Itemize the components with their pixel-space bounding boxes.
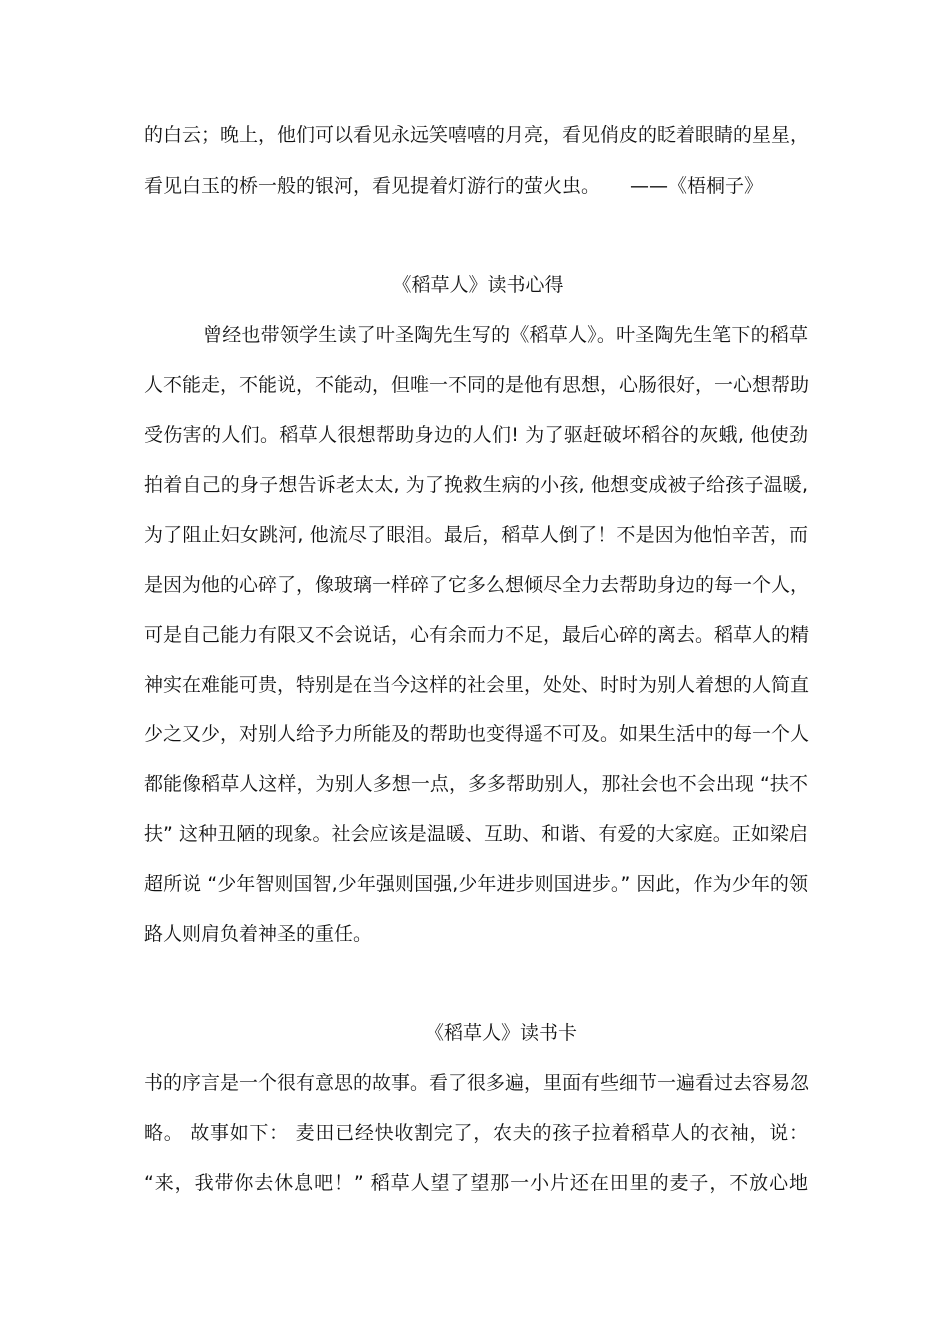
section-2-line: 书的序言是一个很有意思的故事。看了很多遍，里面有些细节一遍看过去容易忽 — [144, 1072, 810, 1094]
section-1-line: 扶” 这种丑陋的现象。社会应该是温暖、互助、和谐、有爱的大家庭。正如梁启 — [144, 823, 808, 845]
section-2-title: 《稻草人》读书卡 — [424, 1022, 577, 1044]
section-1-line: 受伤害的人们。稻草人很想帮助身边的人们! 为了驱赶破坏稻谷的灰蛾, 他使劲 — [144, 424, 808, 446]
section-1-line: 是因为他的心碎了，像玻璃一样碎了它多么想倾尽全力去帮助身边的每一个人， — [144, 574, 810, 596]
section-1-line: 可是自己能力有限又不会说话，心有余而力不足，最后心碎的离去。稻草人的精 — [144, 624, 810, 646]
intro-line-2-text: 看见白玉的桥一般的银河，看见提着灯游行的萤火虫。 — [144, 175, 601, 197]
section-1-line: 拍着自己的身子想告诉老太太, 为了挽救生病的小孩, 他想变成被子给孩子温暖, — [144, 474, 808, 496]
section-1-line: 路人则肩负着神圣的重任。 — [144, 923, 373, 945]
section-1-line: 少之又少，对别人给予力所能及的帮助也变得遥不可及。如果生活中的每一个人 — [144, 723, 810, 745]
intro-line-2 — [144, 173, 808, 199]
section-1-line: 都能像稻草人这样，为别人多想一点，多多帮助别人，那社会也不会出现 “扶不 — [144, 773, 808, 795]
section-2-line: 略。 故事如下： 麦田已经快收割完了，农夫的孩子拉着稻草人的衣袖，说： — [144, 1122, 808, 1144]
section-1-line: 神实在难能可贵，特别是在当今这样的社会里，处处、时时为别人着想的人简直 — [144, 674, 810, 696]
section-1-title: 《稻草人》读书心得 — [392, 274, 564, 296]
intro-source: ——《梧桐子》 — [630, 175, 764, 197]
section-1-line: 人不能走，不能说，不能动，但唯一不同的是他有思想，心肠很好，一心想帮助 — [144, 374, 810, 396]
section-2-line: “来，我带你去休息吧！” 稻草人望了望那一小片还在田里的麦子，不放心地 — [144, 1172, 808, 1194]
section-1-line: 超所说 “少年智则国智,少年强则国强,少年进步则国进步。” 因此，作为少年的领 — [144, 873, 808, 895]
intro-line-1: 的白云；晚上，他们可以看见永远笑嘻嘻的月亮，看见俏皮的眨着眼睛的星星， — [144, 124, 810, 146]
section-1-line: 曾经也带领学生读了叶圣陶先生写的《稻草人》。叶圣陶先生笔下的稻草 — [203, 324, 808, 346]
section-1-line: 为了阻止妇女跳河, 他流尽了眼泪。最后，稻草人倒了！不是因为他怕辛苦，而 — [144, 524, 808, 546]
